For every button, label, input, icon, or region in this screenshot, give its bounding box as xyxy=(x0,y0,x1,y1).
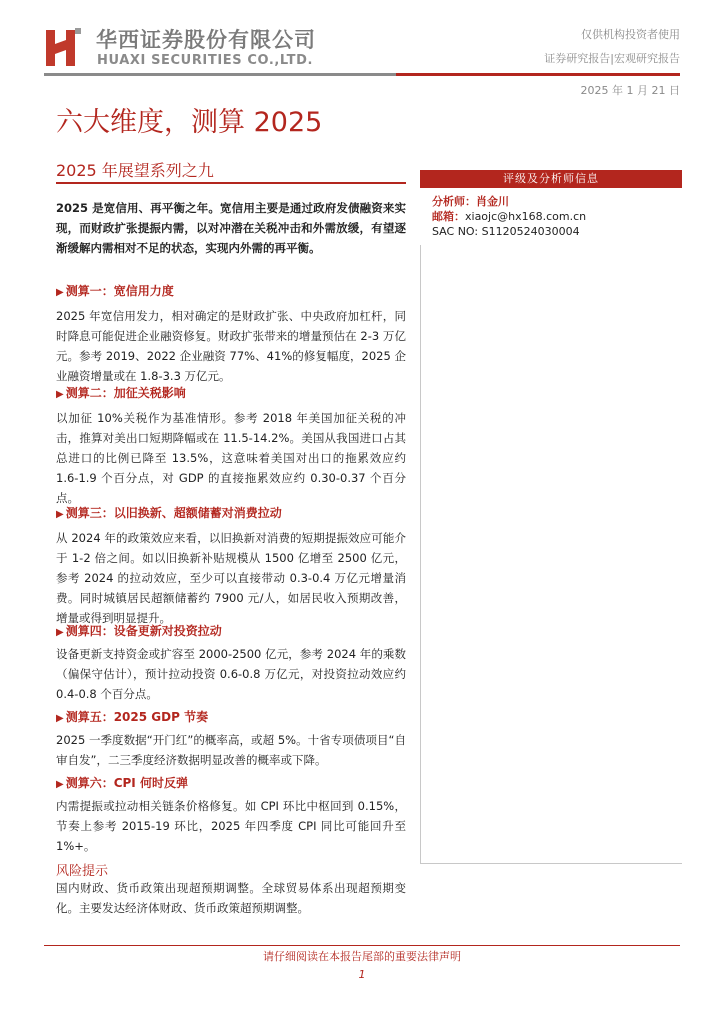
risk-body: 国内财政、货币政策出现超预期调整。全球贸易体系出现超预期变化。主要发达经济体财政、货币政策超预期调整。 xyxy=(56,881,406,915)
summary-text: 2025 是宽信用、再平衡之年。宽信用主要是通过政府发债融资来实现，而财政扩张提振内需，以对冲潜在关税冲击和外需放缓，有望逐渐缓解内需相对不足的状态，实现内外需的再平衡。 xyxy=(56,201,406,255)
analyst-info-body xyxy=(420,188,682,245)
report-subtitle: 2025 年展望系列之九 xyxy=(56,161,214,180)
section-heading-3: ▶ 测算三：以旧换新、超额储蓄对消费拉动 xyxy=(56,506,282,520)
triangle-bullet-icon: ▶ xyxy=(56,627,64,638)
section-heading-2: ▶ 测算二：加征关税影响 xyxy=(56,386,186,400)
analyst-name: 肖金川 xyxy=(476,195,509,208)
sidebar-box xyxy=(420,245,682,864)
sac-label: SAC NO: xyxy=(432,225,479,238)
section-heading-6: ▶ 测算六：CPI 何时反弹 xyxy=(56,776,188,790)
triangle-bullet-icon: ▶ xyxy=(56,389,64,400)
triangle-bullet-icon: ▶ xyxy=(56,713,64,724)
risk-title: 风险提示 xyxy=(56,864,109,879)
section-heading-1: ▶ 测算一：宽信用力度 xyxy=(56,284,174,298)
analyst-info-header: 评级及分析师信息 xyxy=(420,170,682,188)
section-body-4: 设备更新支持资金或扩容至 2000-2500 亿元，参考 2024 年的乘数（偏保守估计），预计拉动投资 0.6-0.8 万亿元，对投资拉动效应约 0.4-0.8 个百分点。 xyxy=(56,647,406,701)
page-number: 1 xyxy=(358,968,366,981)
report-date: 2025 年 1 月 21 日 xyxy=(580,84,680,97)
analyst-email[interactable]: xiaojc@hx168.com.cn xyxy=(465,210,587,223)
header-rule-red xyxy=(396,73,680,76)
email-label: 邮箱： xyxy=(432,210,465,223)
analyst-label: 分析师： xyxy=(432,195,476,208)
huaxi-logo-icon xyxy=(44,26,84,68)
section-heading-5: ▶ 测算五：2025 GDP 节奏 xyxy=(56,710,209,724)
section-body-3: 从 2024 年的政策效应来看，以旧换新对消费的短期提振效应可能介于 1-2 倍之间。如以旧换新补贴规模从 1500 亿增至 2500 亿元，参考 2024 的拉动效应，至少可以直接带动 0.3-0.4 万亿元增量消费。同时城镇居民超额储蓄约 7900 元/人，如居民收入预期改善，增量或得到明显提升。 xyxy=(56,531,406,625)
section-body-2: 以加征 10%关税作为基准情形。参考 2018 年美国加征关税的冲击，推算对美出口短期降幅或在 11.5-14.2%。美国从我国进口占其总进口的比例已降至 13.5%，这意味着美国对出口的拖累效应约 1.6-1.9 个百分点，对 GDP 的直接拖累效应约 0.30-0.37 个百分点。 xyxy=(56,411,406,505)
triangle-bullet-icon: ▶ xyxy=(56,509,64,520)
sac-number: S1120524030004 xyxy=(481,225,580,238)
report-type: 证券研究报告|宏观研究报告 xyxy=(544,52,680,65)
triangle-bullet-icon: ▶ xyxy=(56,779,64,790)
subtitle-rule xyxy=(56,182,406,184)
triangle-bullet-icon: ▶ xyxy=(56,287,64,298)
analyst-info-panel xyxy=(420,170,682,864)
section-body-5: 2025 一季度数据“开门红”的概率高，或超 5%。十省专项债项目“自审自发”，二三季度经济数据明显改善的概率或下降。 xyxy=(56,733,406,767)
header-rule-grey xyxy=(44,73,396,76)
legal-notice: 请仔细阅读在本报告尾部的重要法律声明 xyxy=(263,950,461,963)
summary-block xyxy=(56,198,406,258)
section-body-1: 2025 年宽信用发力，相对确定的是财政扩张、中央政府加杠杆，同时降息可能促进企业融资修复。财政扩张带来的增量预估在 2-3 万亿元。参考 2019、2022 企业融资 77%、41%的修复幅度，2025 企业融资增量或在 1.8-3.3 万亿元。 xyxy=(56,309,406,383)
footer-rule xyxy=(44,945,680,946)
logo-company-cn: 华西证券股份有限公司 xyxy=(96,28,316,52)
report-title: 六大维度，测算 2025 xyxy=(56,107,323,138)
section-heading-4: ▶ 测算四：设备更新对投资拉动 xyxy=(56,624,222,638)
section-body-6: 内需提振或拉动相关链条价格修复。如 CPI 环比中枢回到 0.15%，节奏上参考 2015-19 环比，2025 年四季度 CPI 同比可能回升至 1%+。 xyxy=(56,799,406,853)
audience-note: 仅供机构投资者使用 xyxy=(581,28,680,41)
logo-company-en: HUAXI SECURITIES CO.,LTD. xyxy=(97,53,314,68)
